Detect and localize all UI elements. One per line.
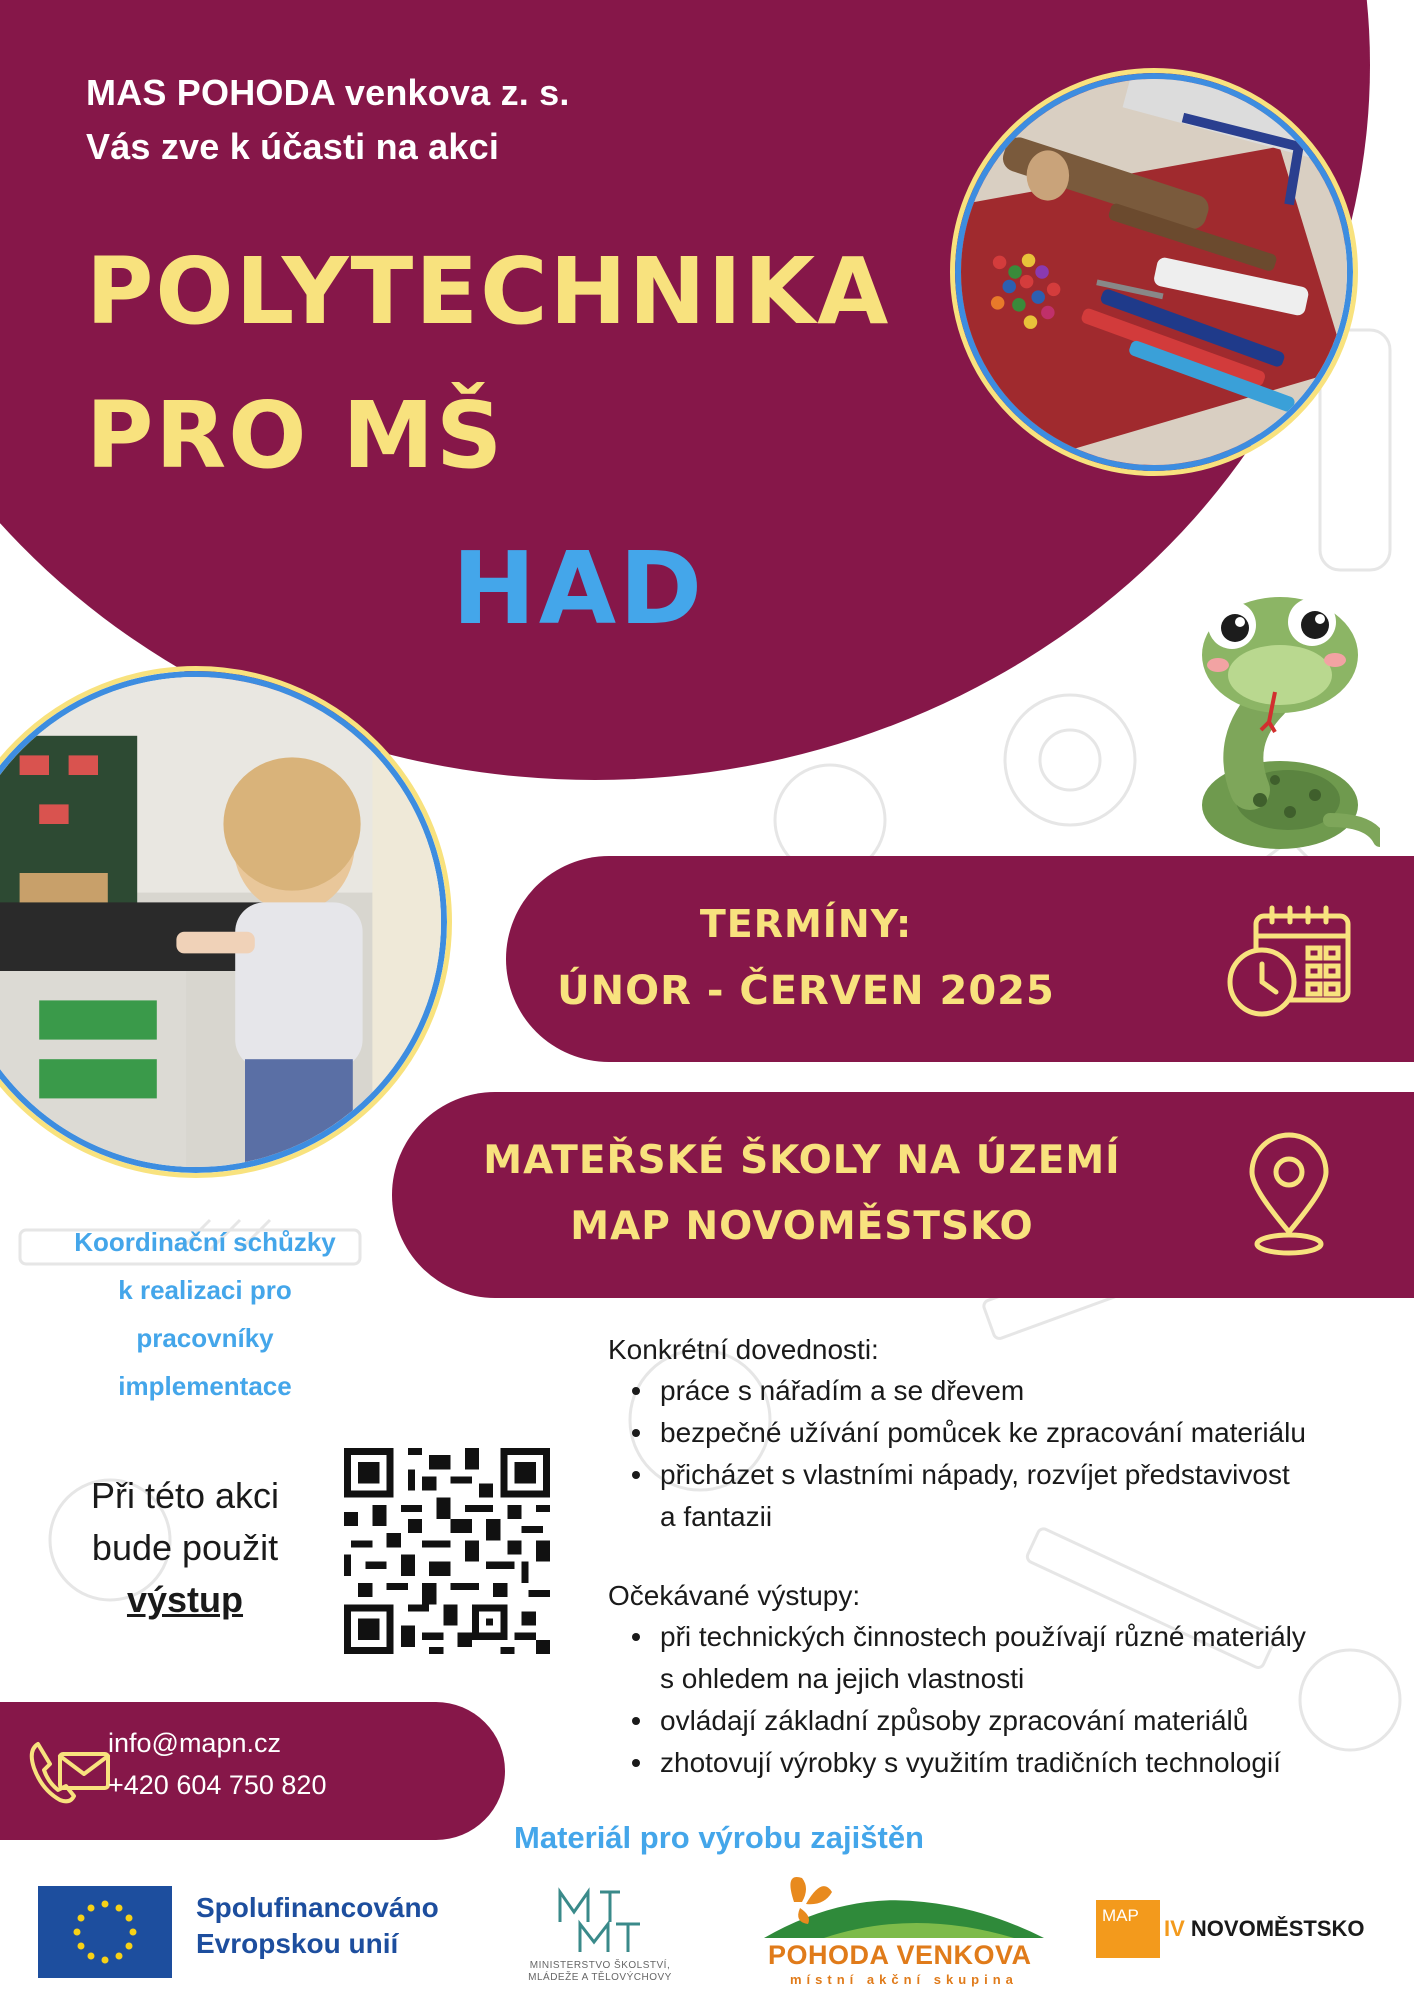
tools-photo [950, 68, 1358, 476]
location-pin-icon [1244, 1132, 1334, 1262]
event-title-line2: PRO MŠ [86, 382, 505, 489]
material-note: Materiál pro výrobu zajištěn [514, 1820, 924, 1855]
list-item: zhotovují výrobky s využitím tradičních technologií [608, 1742, 1398, 1784]
child-workshop-illustration [0, 677, 441, 1167]
qr-code[interactable] [344, 1448, 550, 1654]
outcomes-heading: Očekávané výstupy: [608, 1580, 861, 1611]
eu-flag-logo [38, 1886, 172, 1978]
msmt-logo [550, 1882, 650, 1956]
map-iv-label: IV [1164, 1916, 1185, 1941]
list-item-continuation: a fantazii [660, 1501, 773, 1532]
phone-envelope-icon [26, 1736, 112, 1806]
coordination-line2: k realizaci pro [118, 1275, 292, 1305]
coordination-line3: pracovníky [136, 1323, 274, 1353]
invitation-text: Vás zve k účasti na akci [86, 126, 500, 167]
skills-section [608, 1330, 1398, 1784]
map-novomestsko-logo [1164, 1916, 1365, 1942]
pohoda-venkova-name: POHODA VENKOVA [768, 1940, 1032, 1970]
eu-cofinanced-line2: Evropskou unií [196, 1928, 399, 1959]
list-item: práce s nářadím a se dřevem [608, 1370, 1398, 1412]
location-banner [392, 1092, 1414, 1298]
eu-stars-icon [38, 1886, 172, 1978]
location-line1: MATEŘSKÉ ŠKOLY NA ÚZEMÍ [483, 1138, 1121, 1183]
partner-logos [0, 1870, 1414, 2000]
dates-label: TERMÍNY: [699, 902, 913, 946]
list-item: při technických činnostech používají různé materiály [608, 1616, 1398, 1658]
msmt-line1: MINISTERSTVO ŠKOLSTVÍ, [529, 1960, 671, 1971]
dates-value: ÚNOR - ČERVEN 2025 [557, 968, 1055, 1014]
list-item: ovládají základní způsoby zpracování materiálů [608, 1700, 1398, 1742]
event-theme: HAD [452, 530, 706, 647]
event-title-line1: POLYTECHNIKA [86, 238, 891, 345]
msmt-caption [500, 1960, 700, 1984]
contact-email[interactable]: info@mapn.cz [108, 1728, 281, 1758]
pohoda-venkova-logo [764, 1872, 1044, 1942]
output-link[interactable]: výstup [126, 1579, 244, 1620]
snake-illustration [1180, 580, 1380, 860]
location-line2: MAP NOVOMĚSTSKO [570, 1204, 1034, 1249]
pohoda-venkova-subtitle: místní akční skupina [790, 1972, 1018, 1987]
map-region-name: NOVOMĚSTSKO [1190, 1916, 1365, 1941]
map-logo-box: MAP [1096, 1900, 1160, 1958]
outcomes-list [608, 1616, 1398, 1784]
tools-photo-illustration [961, 79, 1347, 465]
list-item: přicházet s vlastními nápady, rozvíjet představivost [608, 1454, 1398, 1496]
msmt-line2: MLÁDEŽE A TĚLOVÝCHOVY [528, 1972, 672, 1983]
output-note-line1: Při této akci [90, 1475, 280, 1516]
list-item-continuation: s ohledem na jejich vlastnosti [660, 1663, 1025, 1694]
output-note [60, 1470, 310, 1626]
organization-name: MAS POHODA venkova z. s. [86, 72, 570, 113]
contact-phone[interactable]: +420 604 750 820 [108, 1770, 327, 1800]
dates-banner [506, 856, 1414, 1062]
list-item: bezpečné užívání pomůcek ke zpracování materiálu [608, 1412, 1398, 1454]
output-note-line2: bude použit [91, 1527, 279, 1568]
skills-heading: Konkrétní dovednosti: [608, 1334, 879, 1365]
coordination-line1: Koordinační schůzky [74, 1227, 336, 1257]
contact-banner [0, 1702, 505, 1840]
skills-list [608, 1370, 1398, 1538]
coordination-note [30, 1218, 380, 1410]
coordination-line4: implementace [118, 1371, 292, 1401]
calendar-clock-icon [1226, 902, 1356, 1022]
eu-cofinanced-line1: Spolufinancováno [196, 1892, 439, 1923]
